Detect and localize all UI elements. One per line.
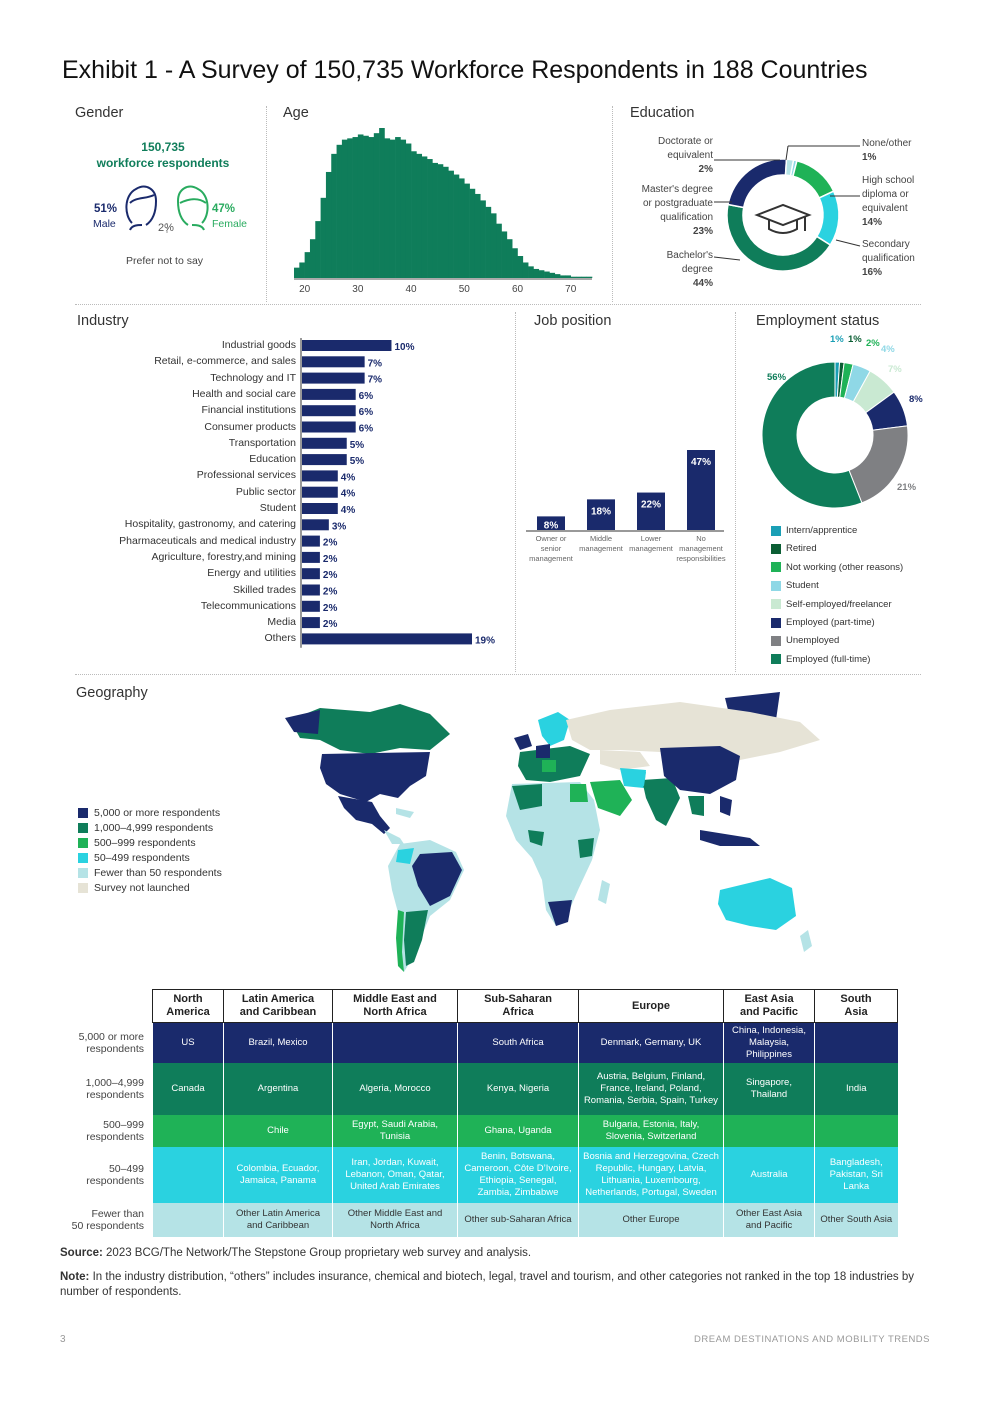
map-central-america — [384, 830, 404, 844]
table-header-east-asia: East Asia and Pacific — [724, 990, 815, 1023]
age-bar — [390, 140, 396, 278]
age-bar — [470, 189, 476, 278]
age-bar — [347, 138, 353, 278]
table-cell: Egypt, Saudi Arabia, Tunisia — [333, 1115, 458, 1147]
map-thailand — [688, 796, 704, 816]
table-corner — [62, 990, 153, 1023]
map-usa — [320, 752, 430, 802]
age-bar — [555, 274, 561, 278]
industry-section-title: Industry — [77, 313, 129, 329]
age-tick-label: 30 — [352, 284, 364, 295]
job-value: 47% — [690, 457, 712, 468]
age-tick-label: 40 — [405, 284, 417, 295]
table-cell: Ghana, Uganda — [458, 1115, 579, 1147]
industry-label: Education — [249, 453, 296, 466]
age-bar — [374, 133, 380, 278]
map-germany — [536, 744, 550, 758]
education-donut — [700, 140, 870, 300]
table-header-latin-america: Latin America and Caribbean — [224, 990, 333, 1023]
education-slice — [727, 205, 830, 271]
industry-value: 6% — [358, 390, 374, 402]
industry-value: 2% — [322, 553, 338, 565]
table-cell: South Africa — [458, 1023, 579, 1064]
employment-legend-item: Employed (full-time) — [771, 654, 870, 665]
education-section-title: Education — [630, 105, 695, 121]
gender-section-title: Gender — [75, 105, 124, 121]
legend-swatch — [771, 618, 781, 628]
map-new-zealand — [800, 930, 812, 952]
edu-label-secondary: Secondary qualification 16% — [862, 239, 915, 278]
edu-label-bachelors: Bachelor's degree 44% — [666, 250, 713, 289]
map-italy — [542, 760, 556, 772]
edu-label-doctorate: Doctorate or equivalent 2% — [657, 136, 713, 175]
age-bar — [475, 194, 481, 278]
age-bar — [384, 138, 390, 278]
industry-bar — [302, 536, 320, 547]
industry-label: Agriculture, forestry,and mining — [151, 550, 296, 563]
industry-value: 2% — [322, 619, 338, 631]
table-cell — [153, 1115, 224, 1147]
legend-swatch — [771, 599, 781, 609]
legend-swatch — [771, 526, 781, 536]
table-header-north-america: North America — [153, 990, 224, 1023]
employment-donut — [745, 330, 935, 515]
table-header-south-asia: South Asia — [815, 990, 898, 1023]
age-bar — [480, 200, 486, 278]
divider — [735, 312, 736, 672]
age-tick-label: 60 — [511, 284, 524, 295]
age-bar — [438, 164, 444, 278]
age-bar — [560, 275, 566, 278]
age-bar — [576, 277, 582, 278]
table-cell — [815, 1023, 898, 1064]
age-bar — [539, 270, 545, 278]
age-bar — [416, 154, 422, 278]
employment-pct: 21% — [897, 482, 917, 493]
male-label: Male — [93, 218, 116, 230]
table-cell: Colombia, Ecuador, Jamaica, Panama — [224, 1147, 333, 1203]
age-bar — [454, 175, 460, 278]
map-pakistan — [632, 770, 646, 786]
table-cell: US — [153, 1023, 224, 1064]
job-value: 8% — [543, 520, 559, 532]
industry-label: Telecommunications — [200, 599, 296, 612]
edu-label-masters: Master's degree or postgraduate qualification 23% — [641, 184, 713, 237]
table-header-ssa: Sub-Saharan Africa — [458, 990, 579, 1023]
table-row-header: 50–499 respondents — [86, 1163, 144, 1187]
age-bar — [518, 256, 524, 278]
map-kenya — [578, 838, 594, 858]
map-uk — [514, 734, 532, 750]
legend-swatch — [78, 868, 88, 878]
industry-value: 5% — [349, 439, 365, 451]
map-caribbean — [396, 808, 414, 818]
map-alaska — [285, 710, 320, 734]
map-argentina — [404, 910, 428, 966]
table-row — [62, 1203, 898, 1237]
table-cell: Chile — [224, 1115, 333, 1147]
age-bar — [422, 156, 428, 278]
industry-value: 6% — [358, 407, 374, 419]
age-bar — [400, 140, 406, 278]
age-bar — [363, 136, 369, 278]
age-bar — [523, 262, 529, 278]
employment-section-title: Employment status — [756, 313, 880, 329]
industry-bar — [302, 552, 320, 563]
industry-bar — [302, 405, 356, 416]
table-header-europe: Europe — [579, 990, 724, 1023]
age-tick-label: 70 — [565, 284, 577, 295]
industry-label: Consumer products — [204, 420, 296, 433]
geography-section-title: Geography — [76, 685, 148, 701]
industry-label: Industrial goods — [221, 339, 296, 351]
age-bar — [427, 159, 433, 278]
education-leader-line — [786, 146, 788, 160]
page-title: Exhibit 1 - A Survey of 150,735 Workforce Respondents in 188 Countries — [62, 56, 868, 84]
table-cell: Austria, Belgium, Finland, France, Ireland, Poland, Romania, Serbia, Spain, Turkey — [579, 1063, 724, 1115]
age-bar — [326, 172, 332, 278]
edu-label-highschool: High school diploma or equivalent 14% — [862, 175, 915, 228]
age-bar — [533, 269, 539, 278]
note: Note: In the industry distribution, “others” includes insurance, chemical and biotech, legal, travel and tourism, and other categories not ranked in the top 18 industries by number of respondents. — [60, 1271, 915, 1298]
industry-label: Professional services — [196, 469, 296, 482]
industry-bar — [302, 601, 320, 612]
other-pct: 2% — [158, 222, 174, 234]
age-bar — [369, 137, 375, 278]
industry-label: Energy and utilities — [207, 567, 296, 580]
geography-legend-item: 500–999 respondents — [78, 837, 196, 849]
edu-label-none: None/other 1% — [862, 138, 912, 163]
education-leader-line — [714, 257, 740, 260]
table-cell — [153, 1203, 224, 1237]
table-row-header: Fewer than 50 respondents — [71, 1208, 144, 1232]
table-cell: Bosnia and Herzegovina, Czech Republic, Hungary, Latvia, Lithuania, Luxembourg, Netherlands, Portugal, Sweden — [579, 1147, 724, 1203]
industry-value: 6% — [358, 423, 374, 435]
industry-value: 7% — [367, 374, 383, 386]
age-bar — [565, 275, 571, 278]
employment-legend-item: Retired — [771, 543, 817, 554]
table-cell: Kenya, Nigeria — [458, 1063, 579, 1115]
age-bar — [464, 184, 470, 278]
map-mexico — [338, 796, 390, 834]
table-row — [62, 1147, 898, 1203]
age-bar — [353, 137, 359, 278]
industry-labels — [80, 0, 296, 680]
job-section-title: Job position — [534, 313, 612, 329]
employment-pct: 56% — [767, 372, 787, 383]
employment-pct: 4% — [881, 344, 895, 355]
age-bar — [502, 231, 508, 278]
employment-legend-item: Intern/apprentice — [771, 525, 857, 536]
industry-value: 10% — [394, 342, 415, 353]
age-histogram — [280, 120, 600, 298]
table-cell: Algeria, Morocco — [333, 1063, 458, 1115]
industry-label: Hospitality, gastronomy, and catering — [124, 518, 296, 531]
age-bar — [459, 178, 465, 278]
age-bar — [491, 213, 497, 278]
table-cell: Other Europe — [579, 1203, 724, 1237]
legend-swatch — [78, 823, 88, 833]
industry-label: Health and social care — [192, 387, 296, 400]
table-cell: India — [815, 1063, 898, 1115]
map-egypt — [570, 784, 588, 802]
age-bar — [544, 272, 550, 278]
industry-label: Financial institutions — [201, 404, 296, 417]
table-row-header: 1,000–4,999 respondents — [85, 1077, 144, 1101]
map-indonesia — [700, 830, 760, 846]
world-map — [280, 690, 930, 980]
job-value: 18% — [590, 506, 612, 518]
job-value: 22% — [640, 499, 662, 511]
industry-bar — [302, 454, 347, 465]
table-cell — [724, 1115, 815, 1147]
industry-value: 2% — [322, 537, 338, 549]
age-bar — [331, 154, 337, 278]
age-bar — [587, 277, 593, 278]
employment-pct: 8% — [909, 394, 923, 405]
industry-bar — [302, 373, 365, 384]
legend-swatch — [78, 808, 88, 818]
table-cell: Denmark, Germany, UK — [579, 1023, 724, 1064]
industry-bar — [302, 389, 356, 400]
industry-bars — [300, 338, 510, 658]
female-pct: 47% — [212, 203, 236, 215]
industry-bar — [302, 340, 391, 351]
industry-value: 19% — [475, 635, 496, 647]
table-cell: Other East Asia and Pacific — [724, 1203, 815, 1237]
table-row — [62, 1063, 898, 1115]
industry-bar — [302, 470, 338, 481]
job-label: Owner or senior management — [529, 534, 573, 563]
job-label: No management responsibilities — [676, 534, 726, 563]
table-cell: Singapore, Thailand — [724, 1063, 815, 1115]
employment-legend-item: Not working (other reasons) — [771, 562, 903, 573]
table-header-mena: Middle East and North Africa — [333, 990, 458, 1023]
employment-legend-item: Self-employed/freelancer — [771, 599, 892, 610]
table-cell: Other Latin America and Caribbean — [224, 1203, 333, 1237]
geography-legend-item: 1,000–4,999 respondents — [78, 822, 213, 834]
age-bar — [342, 140, 348, 278]
table-cell: Canada — [153, 1063, 224, 1115]
age-bar — [486, 207, 492, 278]
map-madagascar — [598, 880, 610, 904]
age-bar — [411, 151, 417, 278]
table-cell: Brazil, Mexico — [224, 1023, 333, 1064]
industry-value: 5% — [349, 456, 365, 468]
employment-legend-item: Student — [771, 580, 819, 591]
table-row — [62, 1023, 898, 1064]
age-bar — [549, 273, 555, 278]
divider — [515, 312, 516, 672]
table-cell — [333, 1023, 458, 1064]
age-bar — [310, 239, 316, 278]
industry-label: Skilled trades — [232, 583, 296, 596]
table-cell: Benin, Botswana, Cameroon, Côte D’Ivoire, Ethiopia, Senegal, Zambia, Zimbabwe — [458, 1147, 579, 1203]
source-note: Source: 2023 BCG/The Network/The Stepstone Group proprietary web survey and analysis. — [60, 1247, 532, 1259]
education-leader-line — [836, 240, 860, 246]
age-bar — [358, 134, 364, 278]
industry-label: Student — [259, 502, 296, 514]
table-cell: Bangladesh, Pakistan, Sri Lanka — [815, 1147, 898, 1203]
geography-table — [62, 989, 898, 1237]
age-section-title: Age — [283, 105, 309, 121]
legend-swatch — [78, 883, 88, 893]
table-cell: Bulgaria, Estonia, Italy, Slovenia, Switzerland — [579, 1115, 724, 1147]
industry-bar — [302, 617, 320, 628]
industry-value: 3% — [331, 521, 347, 533]
legend-swatch — [771, 562, 781, 572]
table-cell: Australia — [724, 1147, 815, 1203]
employment-legend-item: Employed (part-time) — [771, 617, 875, 628]
age-bar — [395, 137, 401, 278]
map-scandinavia — [538, 712, 570, 746]
industry-label: Retail, e-commerce, and sales — [154, 355, 296, 368]
geography-legend-item: Fewer than 50 respondents — [78, 867, 222, 879]
legend-swatch — [78, 853, 88, 863]
industry-bar — [302, 633, 472, 644]
table-cell: Other South Asia — [815, 1203, 898, 1237]
age-tick-label: 50 — [458, 284, 470, 295]
job-bars — [520, 440, 730, 532]
gender-total-value: 150,735 — [141, 140, 185, 154]
table-cell: Other sub-Saharan Africa — [458, 1203, 579, 1237]
age-bar — [432, 163, 438, 278]
industry-bar — [302, 585, 320, 596]
industry-value: 2% — [322, 586, 338, 598]
legend-swatch — [771, 581, 781, 591]
industry-value: 4% — [340, 488, 356, 500]
table-row — [62, 1115, 898, 1147]
male-pct: 51% — [94, 203, 118, 215]
age-bar — [337, 145, 343, 278]
age-bar — [512, 248, 518, 278]
job-bar — [637, 493, 665, 530]
industry-bar — [302, 568, 320, 579]
age-bar — [496, 224, 502, 278]
gender-total-label: workforce respondents — [96, 156, 230, 170]
education-slice — [728, 159, 787, 208]
age-bar — [315, 221, 321, 278]
industry-bar — [302, 438, 347, 449]
industry-bar — [302, 422, 356, 433]
employment-pct: 1% — [848, 334, 862, 345]
industry-value: 2% — [322, 602, 338, 614]
industry-label: Others — [264, 632, 296, 645]
geography-legend-item: 5,000 or more respondents — [78, 807, 220, 819]
map-central-asia — [600, 750, 650, 770]
age-bar — [528, 266, 534, 278]
age-tick-label: 20 — [299, 284, 311, 295]
industry-value: 7% — [367, 358, 383, 370]
map-philippines — [720, 796, 732, 816]
age-bar — [448, 171, 454, 278]
table-row-header: 5,000 or more respondents — [78, 1030, 144, 1055]
employment-pct: 2% — [866, 338, 880, 349]
table-cell: China, Indonesia, Malaysia, Philippines — [724, 1023, 815, 1064]
age-bar — [443, 167, 449, 278]
age-bar — [507, 239, 513, 278]
industry-bar — [302, 356, 365, 367]
industry-label: Media — [267, 616, 296, 629]
industry-bar — [302, 503, 338, 514]
industry-bar — [302, 519, 329, 530]
industry-label: Technology and IT — [210, 371, 296, 384]
industry-bar — [302, 487, 338, 498]
age-bar — [581, 277, 587, 278]
industry-label: Public sector — [235, 485, 296, 498]
other-label: Prefer not to say — [126, 255, 204, 267]
page-number: 3 — [60, 1334, 66, 1345]
education-slice — [793, 161, 834, 198]
industry-label: Transportation — [228, 436, 296, 449]
industry-value: 4% — [340, 472, 356, 484]
table-cell: Other Middle East and North Africa — [333, 1203, 458, 1237]
map-india — [642, 778, 680, 826]
table-cell: Argentina — [224, 1063, 333, 1115]
age-bar — [379, 128, 385, 278]
table-cell — [153, 1147, 224, 1203]
geography-legend-item: Survey not launched — [78, 882, 190, 894]
map-australia — [718, 878, 796, 930]
table-row-header: 500–999 respondents — [86, 1119, 144, 1143]
age-bar — [406, 144, 412, 278]
industry-label: Pharmaceuticals and medical industry — [119, 534, 296, 547]
female-label: Female — [212, 218, 248, 230]
education-slice — [817, 191, 839, 245]
geography-legend-item: 50–499 respondents — [78, 852, 190, 864]
job-label: Lower management — [629, 534, 673, 553]
industry-value: 4% — [340, 505, 356, 516]
industry-value: 2% — [322, 570, 338, 582]
age-bar — [321, 198, 327, 278]
legend-swatch — [771, 544, 781, 554]
legend-swatch — [78, 838, 88, 848]
employment-pct: 7% — [888, 364, 902, 375]
legend-swatch — [771, 636, 781, 646]
footer-title: DREAM DESTINATIONS AND MOBILITY TRENDS — [694, 1334, 930, 1345]
age-bar — [571, 277, 577, 278]
table-cell: Iran, Jordan, Kuwait, Lebanon, Oman, Qatar, United Arab Emirates — [333, 1147, 458, 1203]
table-cell — [815, 1115, 898, 1147]
job-labels — [520, 534, 730, 574]
age-bar — [305, 252, 311, 278]
employment-pct: 1% — [830, 334, 844, 345]
graduation-cap-icon — [757, 205, 809, 233]
age-bar — [299, 262, 305, 278]
employment-legend-item: Unemployed — [771, 635, 839, 646]
legend-swatch — [771, 654, 781, 664]
job-label: Middle management — [579, 534, 623, 553]
